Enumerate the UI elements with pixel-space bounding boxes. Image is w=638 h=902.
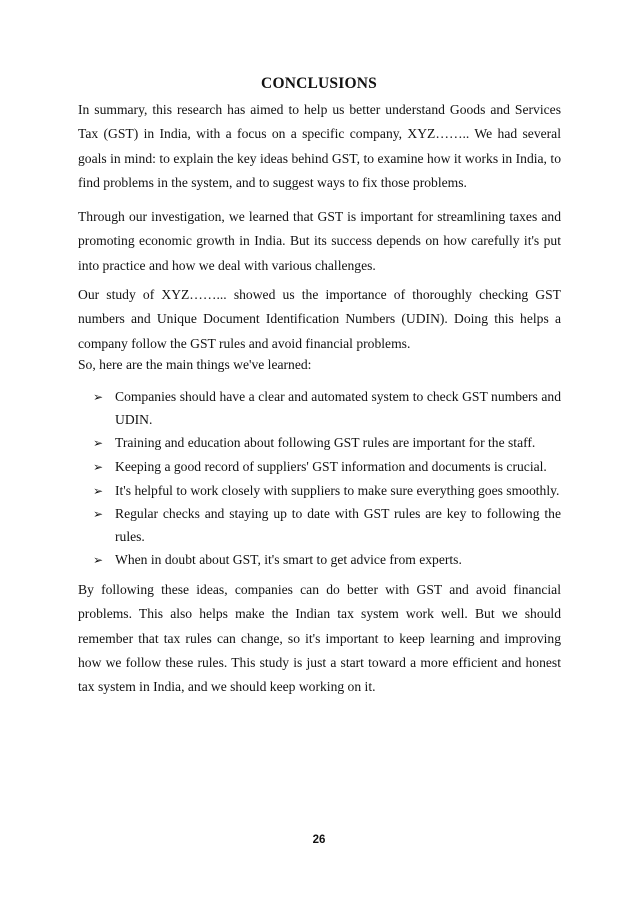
paragraph-closing: By following these ideas, companies can do better with GST and avoid financial problems. This also helps make the Indian tax system work well. But we should remember that tax rules can change, so it's important to keep learning and improving how we follow these rules. This study is just a start toward a more efficient and honest tax system in India, and we should keep working on it. — [78, 582, 561, 695]
list-item — [93, 503, 561, 548]
page-title: CONCLUSIONS — [261, 75, 377, 92]
list-item — [93, 480, 561, 503]
list-item — [93, 456, 561, 479]
list-item-text: Companies should have a clear and automated system to check GST numbers and UDIN. — [115, 389, 561, 427]
arrowhead-bullet-icon: ➢ — [93, 459, 104, 474]
list-item-text: Regular checks and staying up to date with GST rules are key to following the rules. — [115, 506, 561, 544]
paragraph-study: Our study of XYZ……... showed us the importance of thoroughly checking GST numbers and Unique Document Identification Numbers (UDIN). Doing this helps a company follow the GST rules and avoid financial problems. — [78, 287, 561, 351]
arrowhead-bullet-icon: ➢ — [93, 507, 104, 522]
paragraph-investigation: Through our investigation, we learned that GST is important for streamlining taxes and promoting economic growth in India. But its success depends on how carefully it's put into practice and how we deal with various challenges. — [78, 209, 561, 273]
paragraph-summary: In summary, this research has aimed to help us better understand Goods and Services Tax (GST) in India, with a focus on a specific company, XYZ…….. We had several goals in mind: to explain the key ideas behind GST, to examine how it works in India, to find problems in the system, and to suggest ways to fix those problems. — [78, 102, 561, 190]
list-item — [93, 386, 561, 431]
arrowhead-bullet-icon: ➢ — [93, 553, 104, 568]
arrowhead-bullet-icon: ➢ — [93, 390, 104, 404]
page-number: 26 — [312, 834, 326, 846]
list-item-text: When in doubt about GST, it's smart to get advice from experts. — [115, 552, 462, 568]
arrowhead-bullet-icon: ➢ — [93, 436, 104, 451]
list-item-text: Training and education about following GST rules are important for the staff. — [115, 435, 536, 451]
paragraph-learnings-intro: So, here are the main things we've learned: — [78, 357, 312, 372]
learnings-list — [93, 386, 561, 573]
list-item-text: Keeping a good record of suppliers' GST information and documents is crucial. — [115, 458, 547, 474]
list-item — [93, 549, 561, 572]
list-item-text: It's helpful to work closely with suppliers to make sure everything goes smoothly. — [115, 482, 560, 498]
list-item — [93, 432, 561, 455]
arrowhead-bullet-icon: ➢ — [93, 483, 104, 498]
